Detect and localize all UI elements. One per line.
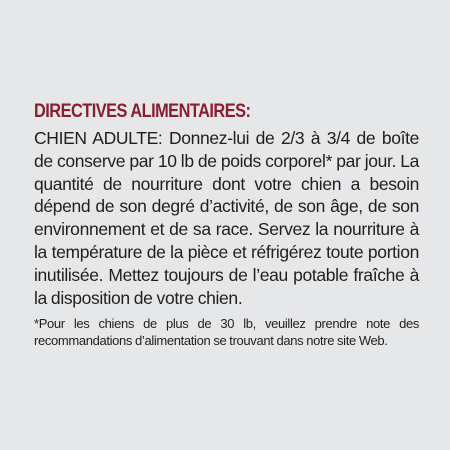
feeding-instructions-text: Donnez-lui de 2/3 à 3/4 de boîte de conserve par 10 lb de poids corporel* par jour. La quantité de nourriture dont votre chien a besoin dépend de son degré d’activité, de son âge, de son environnement et de sa race. Servez la nourriture à la température de la pièce et réfrigérez toute portion inutilisée. Mettez toujours de l’eau potable fraîche à la disposition de votre chien.	[34, 128, 419, 308]
adult-dog-label: CHIEN ADULTE:	[34, 128, 163, 148]
footnote: *Pour les chiens de plus de 30 lb, veuillez prendre note des recommandations d’alimentation se trouvant dans notre site Web.	[34, 316, 419, 348]
feeding-directions-panel	[34, 101, 419, 349]
feeding-directions-body	[34, 127, 419, 309]
feeding-directions-heading: DIRECTIVES ALIMENTAIRES:	[34, 101, 251, 122]
